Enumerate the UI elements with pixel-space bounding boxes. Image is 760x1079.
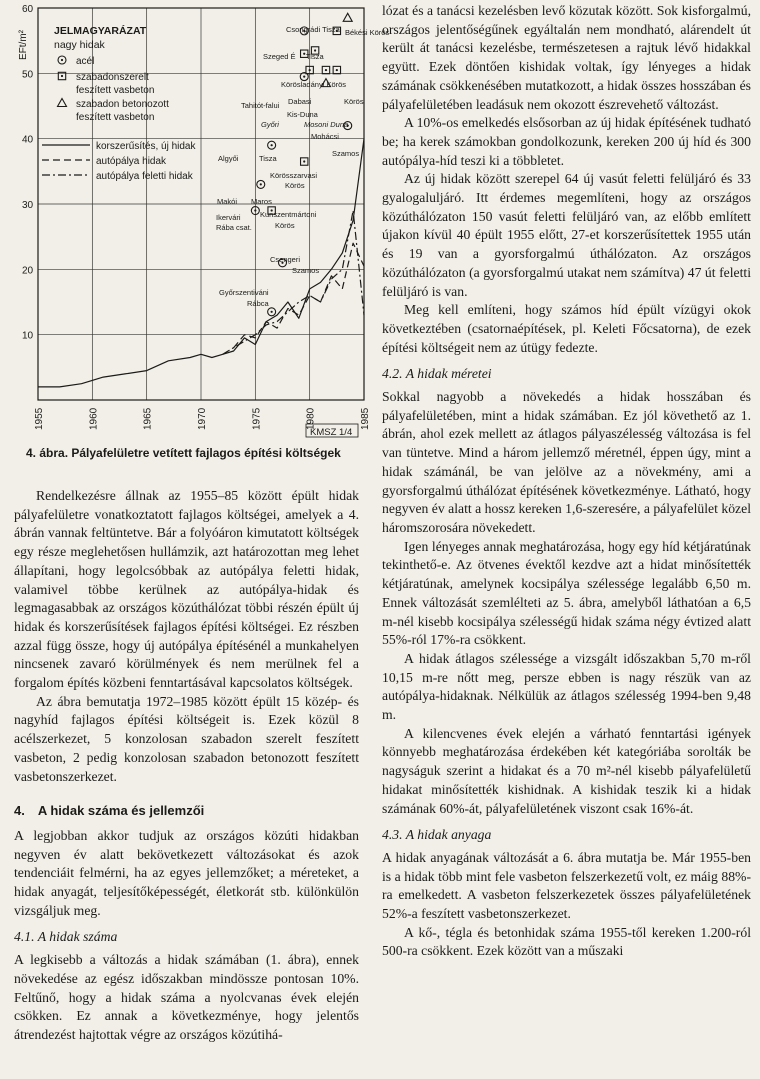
legend-line-label: autópálya feletti hidak xyxy=(96,171,193,182)
paragraph: A legjobban akkor tudjuk az országos közúti hidakban negyven év alatt bekövetkezett változásokat és azok tendenciáit felmérni, ha az egyes jellemzőket; a méreteket, a hidak anyagát, teljesítőképességét, életkorát stb. különkülön vizsgáljuk meg. xyxy=(14,827,359,918)
bridge-label: Rábca xyxy=(247,299,269,308)
subsection-heading: 4.1. A hidak száma xyxy=(14,929,118,945)
bridge-point-dot xyxy=(260,183,262,185)
figure-4 xyxy=(14,0,390,440)
legend-symbol-dot xyxy=(61,75,63,77)
paragraph: Az új hidak között szerepel 64 új vasút feletti felüljáró és 33 gyalogaluljáró. Itt érdemes megemlíteni, hogy az országos közúthálózaton 150 vasút feletti felüljáró van, az előbb említett újakon kívül 40 épült 1955 előtt, 27-et korszerűsítettek 1955 után és 19 van a gyorsforgalmú úthálózaton. Az országos közúthálózaton (a gyorsforgalmú utakat nem számítva) 47 út feletti felüljáró is van. xyxy=(382,171,751,299)
legend-symbol xyxy=(58,99,67,107)
legend-item-label: acél xyxy=(76,56,95,67)
bridge-label: Dabasi xyxy=(288,97,312,106)
y-tick-label: 20 xyxy=(22,265,34,277)
paragraph: Igen lényeges annak meghatározása, hogy egy híd kétjáratúnak tekinthető-e. Az ötvenes évektől kezdve azt a hidat minősítették kétjáratúnak, amelynek kocsipálya szélessége legalább 6,50 m. Ennek változását szemlélteti az 5. ábra, amelyből láthatóan a 6,5 m-nél kisebb kocsipálya szélességű hidak száma négy évtized alatt 55%-ról 17%-ra csökkent. xyxy=(382,538,751,648)
bridge-point-dot xyxy=(254,209,256,211)
bridge-label: Csengeri xyxy=(270,255,301,264)
bridge-point-dot xyxy=(303,76,305,78)
paragraph: Rendelkezésre állnak az 1955–85 között épült hidak pályafelületre vonatkoztatott fajlagos költségei, amelyek a 4. ábrán vannak feltüntetve. Bár a folyóáron kimutatott költségek egy része meglehetősen hullámzik, azt határozottan meg lehet állapítani, hogy legolcsóbbak az autópálya feletti hidak, valamivel többe kerülnek az autópálya-hidak és legmagasabbak az országos közúthálózat többi részén épült új hidak és korszerűsítések fajlagos építési költségei. Ez részben azzal függ össze, hogy új autópálya építésénél a munkahelyen nincsenek zavaró körülmények és nem merülnek fel a forgalom építés közbeni fenntartásával kapcsolatos költségek. xyxy=(14,488,359,691)
bridge-point-dot xyxy=(336,69,338,71)
bridge-point-dot xyxy=(309,69,311,71)
bridge-label: Körösszarvasi xyxy=(270,171,318,180)
bridge-label: Mohácsi xyxy=(311,132,339,141)
right-body xyxy=(382,2,751,961)
bridge-label: Körös xyxy=(344,97,364,106)
bridge-point-dot xyxy=(303,53,305,55)
bridge-label: Győrszentiváni xyxy=(219,288,269,297)
y-axis-label: EFt/m² xyxy=(18,30,29,60)
legend-item-label: szabadon betonozott xyxy=(76,99,169,110)
y-tick-label: 60 xyxy=(22,4,34,15)
x-tick-label: 1985 xyxy=(360,407,371,430)
legend-line-label: korszerűsítés, új hidak xyxy=(96,141,196,152)
bridge-label: Tisza xyxy=(306,52,324,61)
bridge-point xyxy=(343,13,352,21)
bridge-label: Szamos xyxy=(332,149,360,158)
bridge-label: Algyői xyxy=(218,154,239,163)
bridge-point-dot xyxy=(325,69,327,71)
paragraph: A hidak anyagának változását a 6. ábra mutatja be. Már 1955-ben is a hidak több mint fele vasbeton felszerkezetű volt, ez máig 88%-ra emelkedett. A vasbeton felszerkezetek összes pályafelületének 52%-a feszített vasbetonszerkezet. xyxy=(382,849,751,922)
bridge-label: Ikervári xyxy=(216,213,241,222)
bridge-label: Kis-Duna xyxy=(287,110,318,119)
series-line-dashdot xyxy=(223,211,364,355)
bridge-label: Csongrádi Tisza xyxy=(286,25,340,34)
legend-item-label: feszített vasbeton xyxy=(76,85,155,96)
bridge-point-dot xyxy=(271,144,273,146)
left-body xyxy=(14,487,359,1045)
x-tick-label: 1955 xyxy=(34,407,45,430)
x-tick-label: 1970 xyxy=(197,407,208,430)
legend-subtitle: nagy hidak xyxy=(54,39,105,51)
bridge-label: Győri xyxy=(261,120,279,129)
subsection-heading: 4.2. A hidak méretei xyxy=(382,366,492,382)
bridge-label: Körös xyxy=(275,221,295,230)
bridge-label: Kunszentmártoni xyxy=(260,210,317,219)
paragraph: lózat és a tanácsi kezelésben levő közutak között. Sok kisforgalmú, országos jelentőségűnek egyáltalán nem mondható, alárendelt út került át tanácsi kezelésbe, természetesen a rajtuk lévő hidakkal együtt. Ezek döntően kishidak voltak, így lényeges a hidak számának csökkenésében mutatkozott, a hidak összes hosszában és pályafelületében leadásuk nem okozott észrevehető változást. xyxy=(382,3,751,112)
bridge-label: Körösladányi Körös xyxy=(281,80,347,89)
bridge-label: Maros xyxy=(251,197,272,206)
legend-item-label: feszített vasbeton xyxy=(76,112,155,123)
paragraph: A 10%-os emelkedés elsősorban az új hidak építésének tudható be; ha kerek számokban gondolkozunk, kereken 200 új híd és 300 autópálya-híd teszi ki a többletet. xyxy=(382,115,751,168)
stamp-label: KMSZ 1/4 xyxy=(310,427,353,438)
paragraph: Sokkal nagyobb a növekedés a hidak hosszában és pályafelületében, mint a hidak számában. Ez jól követhető az 1. ábrán, ahol ezek mellett az átlagos pályaszélesség változása is fel van tüntetve. Mind a három jellemző méretnél, éppen úgy, mint a hidak számánál, be van jelölve az a növekmény, ami a gyorsforgalmú úthálózat építésének következménye. Látható, hogy negyven év alatt a hossz kereken 1,6-szeresére, a pályafelület közel háromszorosára növekedett. xyxy=(382,389,752,535)
figure-caption: 4. ábra. Pályafelületre vetített fajlagos építési költségek xyxy=(26,446,341,460)
bridge-point-dot xyxy=(271,311,273,313)
bridge-label: Szamos xyxy=(292,266,320,275)
bridge-label: Békési Körös xyxy=(345,28,390,37)
x-tick-label: 1980 xyxy=(305,407,317,430)
bridge-label: Körös xyxy=(285,181,305,190)
y-tick-label: 30 xyxy=(22,200,34,211)
bridge-label: Makói xyxy=(217,197,238,206)
x-tick-label: 1965 xyxy=(142,407,154,430)
section-heading: 4. A hidak száma és jellemzői xyxy=(14,803,205,819)
bridge-label: Tahitót-falui xyxy=(241,101,280,110)
cost-chart xyxy=(14,0,390,440)
legend-title: JELMAGYARÁZAT xyxy=(54,25,147,37)
paragraph: Meg kell említeni, hogy számos híd épült vízügyi okok következtében (csatornaépítések, pl. Keleti Főcsatorna), de ezek építési költségeit nem az útügy fedezte. xyxy=(382,302,751,355)
bridge-label: Tisza xyxy=(259,154,277,163)
bridge-label: Szeged É xyxy=(263,52,296,61)
paragraph: A legkisebb a változás a hidak számában (1. ábra), ennek növekedése az egész időszakban mindössze pontosan 10%. Feltűnő, hogy a hidak száma a nyolcvanas évek elején csökken. Ez annak a következménye, hogy jelentős átrendezést hajtottak végre az országos közútihá- xyxy=(14,952,359,1042)
y-tick-label: 10 xyxy=(22,330,34,342)
bridge-label: Mosoni Duna xyxy=(304,120,349,129)
paragraph: Az ábra bemutatja 1972–1985 között épült 15 közép- és nagyhíd fajlagos építési költségeit is. Ezek közül 8 acélszerkezet, 5 konzolosan szabadon szerelt feszített vasbeton, 2 pedig konzolosan szabadon betonozott feszített vasbetonszerkezet. xyxy=(14,693,359,784)
y-tick-label: 50 xyxy=(22,69,34,81)
subsection-heading: 4.3. A hidak anyaga xyxy=(382,827,492,843)
y-tick-label: 40 xyxy=(22,134,34,146)
legend-line-label: autópálya hidak xyxy=(96,156,167,167)
x-tick-label: 1960 xyxy=(88,407,100,430)
legend-item-label: szabadonszerelt xyxy=(76,72,149,83)
x-tick-label: 1975 xyxy=(251,407,263,430)
paragraph: A hidak átlagos szélessége a vizsgált időszakban 5,70 m-ről 10,15 m-re nőtt meg, persze ebben is nagy részük van az autópálya-hidaknak. Nélkülük az átlagos szélesség 1994-ben 9,48 m. xyxy=(382,650,751,723)
bridge-point-dot xyxy=(303,160,305,162)
bridge-label: Rába csat. xyxy=(216,223,252,232)
legend-symbol-dot xyxy=(61,59,63,61)
paragraph: A kő-, tégla és betonhidak száma 1955-től kereken 1.200-ról 500-ra csökkent. Ezek között van a műszaki xyxy=(382,924,751,959)
paragraph: A kilencvenes évek elején a várható fenntartási igények könnyebb meghatározása érdekében két kategóriába sorolták be nagyságuk szerint a hidakat és a 70 m²-nél kisebb pályafelületű hidakat minősítették kishidnak. A kishidak teszik ki a hidak számának 60%-át, pályafelületének viszont csak 16%-át. xyxy=(382,725,751,816)
